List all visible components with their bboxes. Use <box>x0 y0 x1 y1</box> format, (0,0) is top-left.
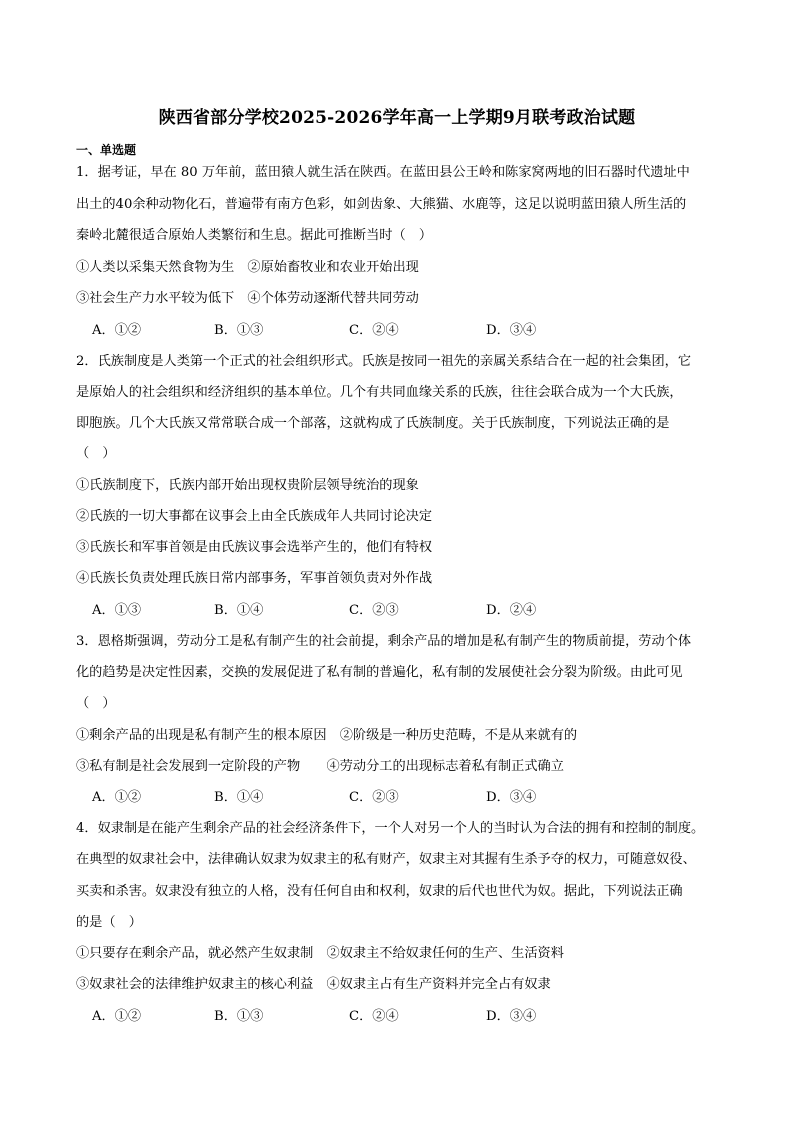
option-a: A．①② <box>92 1009 142 1024</box>
question-2-line-1: 2．氏族制度是人类第一个正式的社会组织形式。氏族是按同一祖先的亲属关系结合在一起的社会集团，它 <box>76 354 692 369</box>
question-4-line-3: 买卖和杀害。奴隶没有独立的人格，没有任何自由和权利，奴隶的后代也世代为奴。据此，下列说法正确 <box>76 884 683 899</box>
question-2-line-2: 是原始人的社会组织和经济组织的基本单位。几个有共同血缘关系的氏族，往往会联合成为一个大氏族， <box>76 385 683 400</box>
option-a: A．①③ <box>92 603 142 618</box>
question-4-line-2: 在典型的奴隶社会中，法律确认奴隶为奴隶主的私有财产，奴隶主对其握有生杀予夺的权力，可随意奴役、 <box>76 852 696 867</box>
option-c: C．②④ <box>349 323 399 338</box>
question-2-choice-line-1: ①氏族制度下，氏族内部开始出现权贵阶层领导统治的现象 <box>76 478 419 493</box>
option-d: D．③④ <box>486 1009 537 1024</box>
option-c: C．②④ <box>349 1009 399 1024</box>
question-4-line-1: 4．奴隶制是在能产生剩余产品的社会经济条件下，一个人对另一个人的当时认为合法的拥有和控制的制度。 <box>76 821 705 836</box>
option-d: D．③④ <box>486 323 537 338</box>
option-d: D．②④ <box>486 603 537 618</box>
option-b: B．①④ <box>214 603 264 618</box>
section-heading: 一、单选题 <box>76 143 137 157</box>
question-4-options <box>92 1007 692 1027</box>
question-3-line-1: 3．恩格斯强调，劳动分工是私有制产生的社会前提，剩余产品的增加是私有制产生的物质前提，劳动个体 <box>76 634 692 649</box>
question-1-options <box>92 321 692 341</box>
option-a: A．①② <box>92 790 142 805</box>
question-3-line-3: （ ） <box>76 696 116 711</box>
option-b: B．①③ <box>214 323 264 338</box>
question-2-line-4: （ ） <box>76 446 116 461</box>
question-1-choice-line-1: ①人类以采集天然食物为生 ②原始畜牧业和农业开始出现 <box>76 260 419 275</box>
question-3-options <box>92 788 692 808</box>
question-2-line-3: 即胞族。几个大氏族又常常联合成一个部落，这就构成了氏族制度。关于氏族制度，下列说法正确的是 <box>76 416 670 431</box>
question-3-choice-line-1: ①剩余产品的出现是私有制产生的根本原因 ②阶级是一种历史范畴，不是从来就有的 <box>76 728 578 743</box>
option-b: B．①④ <box>214 790 264 805</box>
page-title: 陕西省部分学校2025-2026学年高一上学期9月联考政治试题 <box>158 108 636 128</box>
question-1-line-2: 出土的40余种动物化石，普遍带有南方色彩，如剑齿象、大熊猫、水鹿等，这足以说明蓝田猿人所生活的 <box>76 197 687 212</box>
question-3-line-2: 化的趋势是决定性因素，交换的发展促进了私有制的普遍化，私有制的发展使社会分裂为阶级。由此可见 <box>76 665 683 680</box>
question-4-line-4: 的是（ ） <box>76 915 142 930</box>
option-d: D．③④ <box>486 790 537 805</box>
option-c: C．②③ <box>349 603 399 618</box>
option-c: C．②③ <box>349 790 399 805</box>
question-2-choice-line-2: ②氏族的一切大事都在议事会上由全氏族成年人共同讨论决定 <box>76 509 433 524</box>
question-4-choice-line-1: ①只要存在剩余产品，就必然产生奴隶制 ②奴隶主不给奴隶任何的生产、生活资料 <box>76 946 564 961</box>
question-2-options <box>92 601 692 621</box>
question-2-choice-line-3: ③氏族长和军事首领是由氏族议事会选举产生的，他们有特权 <box>76 540 433 555</box>
question-2-choice-line-4: ④氏族长负责处理氏族日常内部事务，军事首领负责对外作战 <box>76 571 433 586</box>
option-b: B．①③ <box>214 1009 264 1024</box>
question-1-line-3: 秦岭北麓很适合原始人类繁衍和生息。据此可推断当时（ ） <box>76 228 433 243</box>
question-3-choice-line-2: ③私有制是社会发展到一定阶段的产物 ④劳动分工的出现标志着私有制正式确立 <box>76 759 564 774</box>
question-1-choice-line-2: ③社会生产力水平较为低下 ④个体劳动逐渐代替共同劳动 <box>76 291 419 306</box>
question-4-choice-line-2: ③奴隶社会的法律维护奴隶主的核心利益 ④奴隶主占有生产资料并完全占有奴隶 <box>76 977 551 992</box>
question-1-line-1: 1．据考证，早在 80 万年前，蓝田猿人就生活在陕西。在蓝田县公王岭和陈家窝两地的旧石器时代遗址中 <box>76 165 690 180</box>
option-a: A．①② <box>92 323 142 338</box>
